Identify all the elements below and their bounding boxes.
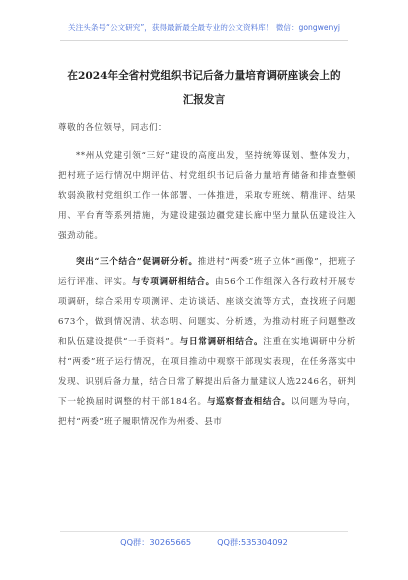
paragraph-text: 注重在实地调研中分析村“两委”班子运行情况，在项目推动中观察干部现实表现，在任务落实中发现、识别后备力量，结合日常了解提出后备力量建议人选2246名，研判下一轮换届时调整的村干部184名。 — [58, 337, 356, 407]
paragraph-text: 由56个工作组深入各行政村开展专项调研，综合采用专项测评、走访谈话、座谈交流等方式，查找班子问题673个，做到情况清、状态明、问题实、分析透，为推动村班子问题整改和队伍建设提供“一手资料”。 — [58, 277, 356, 347]
paragraph-text: 以问题为导向，把村“两委”班子履职情况作为州委、县市 — [58, 397, 356, 427]
qq-group-2: QQ群:535304092 — [217, 537, 288, 547]
paragraph-intro: **州从党建引领“三好”建设的高度出发，坚持统筹谋划、整体发力，把村班子运行情况中期评估、村党组织书记后备力量培育储备和排查整顿软弱涣散村党组织工作一体部署、一体推进，采取专班统、精准评、结果用、平台育等系列措施，为建设建强边疆党建长廊中坚力量队伍建设注入强劲动能。 — [58, 151, 356, 241]
footer — [0, 537, 408, 548]
footer-divider — [60, 531, 348, 532]
paragraph-research — [58, 252, 356, 432]
document-body — [58, 118, 356, 432]
promo-banner: 关注头条号“公文研究”，获得最新最全最专业的公文资料库！ 微信：gongwenyj — [68, 23, 340, 32]
header-divider — [60, 40, 348, 41]
section-heading: 突出“三个结合”促调研分析。 — [76, 257, 198, 267]
document-title-line-2: 汇报发言 — [182, 94, 226, 106]
qq-group-1: QQ群：30265665 — [120, 537, 192, 547]
document-title-line-1: 在2024年全省村党组织书记后备力量培育调研座谈会上的 — [67, 70, 341, 82]
subsection-heading: 与日常调研相结合。 — [179, 337, 264, 347]
subsection-heading: 与巡察督查相结合。 — [206, 397, 291, 407]
paragraph-text: 推进村“两委”班子立体“画像”，把班子运行评准、评实。 — [58, 257, 356, 287]
salutation: 尊敬的各位领导，同志们： — [58, 123, 168, 133]
subsection-heading: 与专项调研相结合。 — [131, 277, 215, 287]
